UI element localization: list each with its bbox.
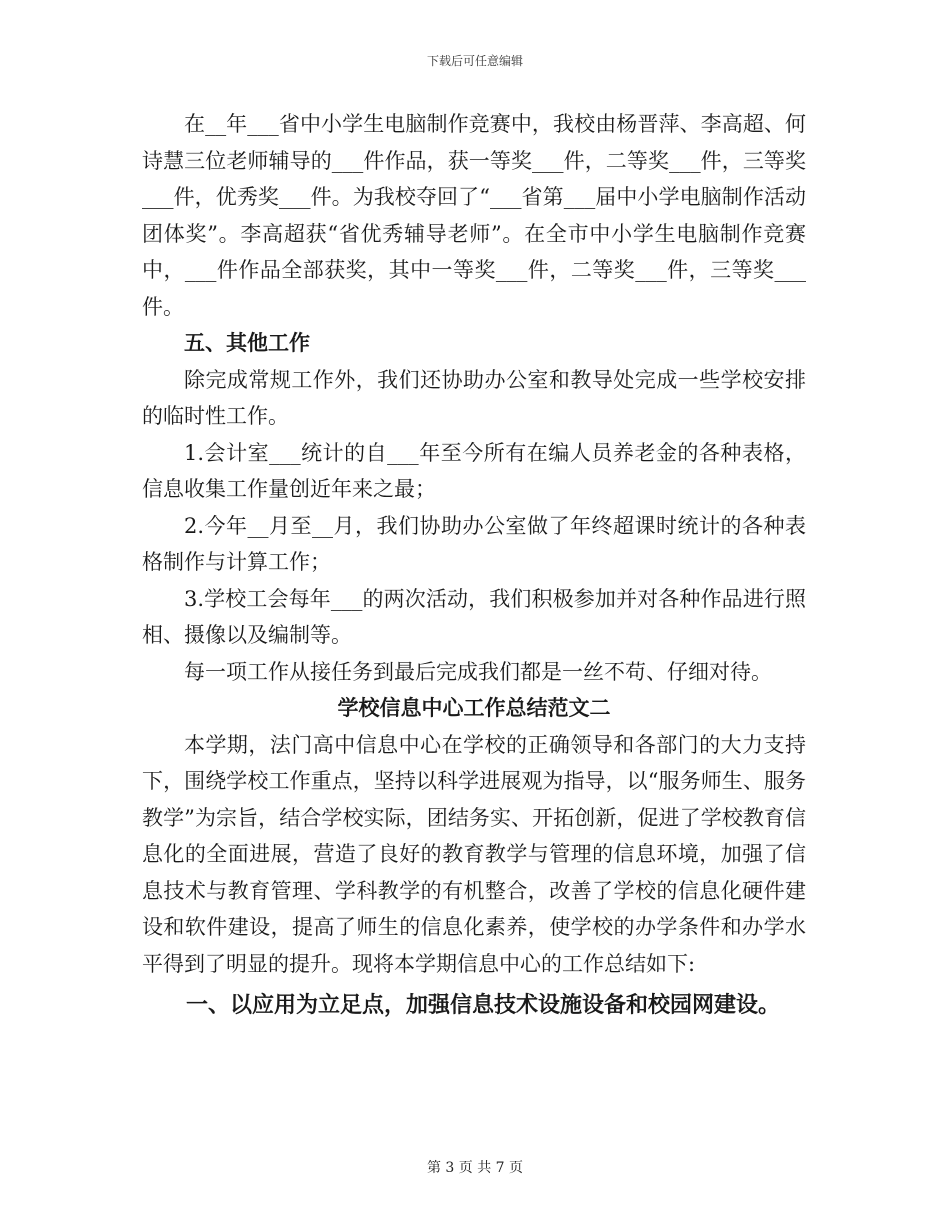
list-item-2: 2.今年__月至__月，我们协助办公室做了年终超课时统计的各种表格制作与计算工作； — [142, 513, 806, 574]
list-item-3: 3.学校工会每年___的两次活动，我们积极参加并对各种作品进行照相、摄像以及编制等。 — [142, 586, 806, 647]
paragraph-intro-2: 本学期，法门高中信息中心在学校的正确领导和各部门的大力支持下，围绕学校工作重点，坚持以科学进展观为指导，以“服务师生、服务教学”为宗旨，结合学校实际，团结务实、开拓创新，促进了学校教育信息化的全面进展，营造了良好的教育教学与管理的信息环境，加强了信息技术与教育管理、学科教学的有机整合，改善了学校的信息化硬件建设和软件建设，提高了师生的信息化素养，使学校的办学条件和办学水平得到了明显的提升。现将本学期信息中心的工作总结如下: — [142, 732, 806, 976]
list-item-1: 1.会计室___统计的自___年至今所有在编人员养老金的各种表格，信息收集工作量创近年来之最； — [142, 440, 806, 501]
section-heading-other-work: 五、其他工作 — [184, 330, 310, 355]
header-note: 下载后可任意编辑 — [426, 54, 523, 68]
document-title-2: 学校信息中心工作总结范文二 — [337, 695, 611, 720]
paragraph-attitude: 每一项工作从接任务到最后完成我们都是一丝不苟、仔细对待。 — [184, 659, 772, 684]
paragraph-other-work: 除完成常规工作外，我们还协助办公室和教导处完成一些学校安排的临时性工作。 — [142, 367, 806, 428]
paragraph-competition: 在__年___省中小学生电脑制作竞赛中，我校由杨晋萍、李高超、何诗慧三位老师辅导的___件作品，获一等奖___件，二等奖___件，三等奖___件，优秀奖___件。为我校夺回了“___省第___届中小学电脑制作活动团体奖”。李高超获“省优秀辅导老师”。在全市中小学生电脑制作竞赛中，___件作品全部获奖，其中一等奖___件，二等奖___件，三等奖___件。 — [142, 112, 806, 319]
page-number: 第 3 页 共 7 页 — [426, 1160, 524, 1176]
section-heading-infrastructure: 一、以应用为立足点，加强信息技术设施设备和校园网建设。 — [186, 992, 781, 1018]
document-body — [142, 106, 806, 1028]
